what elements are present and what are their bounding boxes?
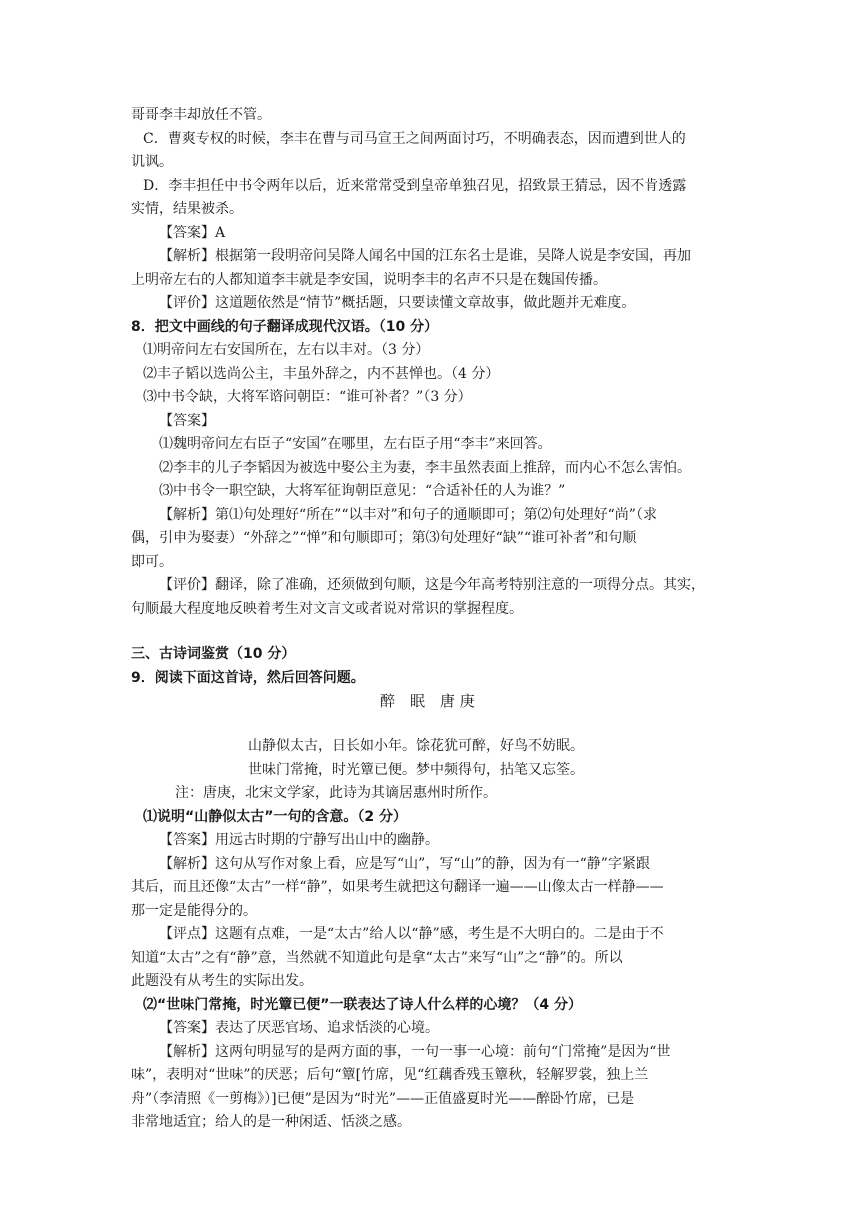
- text-line: 哥哥李丰却放任不管。: [131, 107, 271, 123]
- evaluation-line: 【评价】翻译，除了准确，还须做到句顺，这是今年高考特别注意的一项得分点。其实，: [159, 577, 705, 593]
- text-line: 味”，表明对“世味”的厌恶；后句“簟[竹席，见“红藕香残玉簟秋，轻解罗裳，独上兰: [131, 1067, 649, 1083]
- poem-title: 醉 眠 唐 庚: [380, 692, 475, 710]
- analysis-line: 【解析】这句从写作对象上看，应是写“山”，写“山”的静，因为有一“静”字紧跟: [159, 856, 650, 872]
- answer-label: 【答案】A: [159, 225, 226, 241]
- question-9-heading: 9．阅读下面这首诗，然后回答问题。: [131, 670, 365, 686]
- text-line: 其后，而且还像“太古”一样“静”，如果考生就把这句翻译一遍——山像太古一样静——: [131, 879, 664, 895]
- analysis-line: 【解析】这两句明显写的是两方面的事，一句一事一心境：前句“门常掩”是因为“世: [159, 1044, 671, 1060]
- text-line: 舟”（李清照《一剪梅》）]已便”是因为“时光”——正值盛夏时光——醉卧竹席，已是: [131, 1091, 635, 1107]
- analysis-line: 【解析】第⑴句处理好“所在”“以丰对”和句子的通顺即可；第⑵句处理好“尚”（求: [159, 507, 657, 523]
- poem-note: 注：唐庚，北宋文学家，此诗为其谪居惠州时所作。: [175, 785, 497, 801]
- translation-1: ⑴魏明帝问左右臣子“安国”在哪里，左右臣子用“李丰”来回答。: [159, 436, 552, 452]
- text-line: 那一定是能得分的。: [131, 903, 257, 919]
- text-line: 即可。: [131, 554, 173, 570]
- text-line: 非常地适宜；给人的是一种闲适、恬淡之感。: [131, 1114, 411, 1130]
- answer-line: 【答案】用远古时期的宁静写出山中的幽静。: [159, 832, 439, 848]
- option-c-line: C．曹爽专权的时候，李丰在曹与司马宣王之间两面讨巧，不明确表态，因而遭到世人的: [143, 131, 686, 147]
- poem-line-1: 山静似太古，日长如小年。馀花犹可醉，好鸟不妨眠。: [248, 738, 584, 754]
- answer-line: 【答案】表达了厌恶官场、追求恬淡的心境。: [159, 1020, 439, 1036]
- sentence-2: ⑵丰子韬以选尚公主，丰虽外辞之，内不甚惮也。（4 分）: [143, 366, 500, 382]
- text-line: 此题没有从考生的实际出发。: [131, 973, 313, 989]
- sub-question-1: ⑴说明“山静似太古”一句的含意。（2 分）: [143, 809, 408, 825]
- sentence-3: ⑶中书令缺，大将军谘问朝臣：“谁可补者？”（3 分）: [143, 389, 472, 405]
- text-line: 上明帝左右的人都知道李丰就是李安国，说明李丰的名声不只是在魏国传播。: [131, 272, 607, 288]
- answer-label: 【答案】: [159, 413, 215, 429]
- comment-line: 【评点】这题有点难，一是“太古”给人以“静”感，考生是不大明白的。二是由于不: [159, 926, 664, 942]
- translation-2: ⑵李丰的儿子李韬因为被选中娶公主为妻，李丰虽然表面上推辞，而内心不怎么害怕。: [159, 460, 691, 476]
- section-3-heading: 三、古诗词鉴赏（10 分）: [131, 646, 296, 662]
- question-8-heading: 8．把文中画线的句子翻译成现代汉语。（10 分）: [131, 319, 439, 335]
- translation-3: ⑶中书令一职空缺，大将军征询朝臣意见：“合适补任的人为谁？”: [159, 483, 566, 499]
- text-line: 偶，引申为娶妻）“外辞之”“惮”和句顺即可；第⑶句处理好“缺”“谁可补者”和句顺: [131, 530, 637, 546]
- sub-question-2: ⑵“世味门常掩，时光簟已便”一联表达了诗人什么样的心境？（4 分）: [143, 997, 583, 1013]
- text-line: 句顺最大程度地反映着考生对文言文或者说对常识的掌握程度。: [131, 601, 523, 617]
- evaluation-line: 【评价】这道题依然是“情节”概括题，只要读懂文章故事，做此题并无难度。: [159, 295, 636, 311]
- option-d-line: D．李丰担任中书令两年以后，近来常常受到皇帝单独召见，招致景王猜忌，因不肯透露: [143, 178, 687, 194]
- text-line: 实情，结果被杀。: [131, 201, 243, 217]
- sentence-1: ⑴明帝问左右安国所在，左右以丰对。（3 分）: [143, 342, 430, 358]
- analysis-line: 【解析】根据第一段明帝问吴降人闻名中国的江东名士是谁，吴降人说是李安国，再加: [159, 248, 691, 264]
- poem-line-2: 世味门常掩，时光簟已便。梦中频得句，拈笔又忘筌。: [248, 762, 584, 778]
- text-line: 讥讽。: [131, 154, 173, 170]
- text-line: 知道“太古”之有“静”意，当然就不知道此句是拿“太古”来写“山”之“静”的。所以: [131, 950, 623, 966]
